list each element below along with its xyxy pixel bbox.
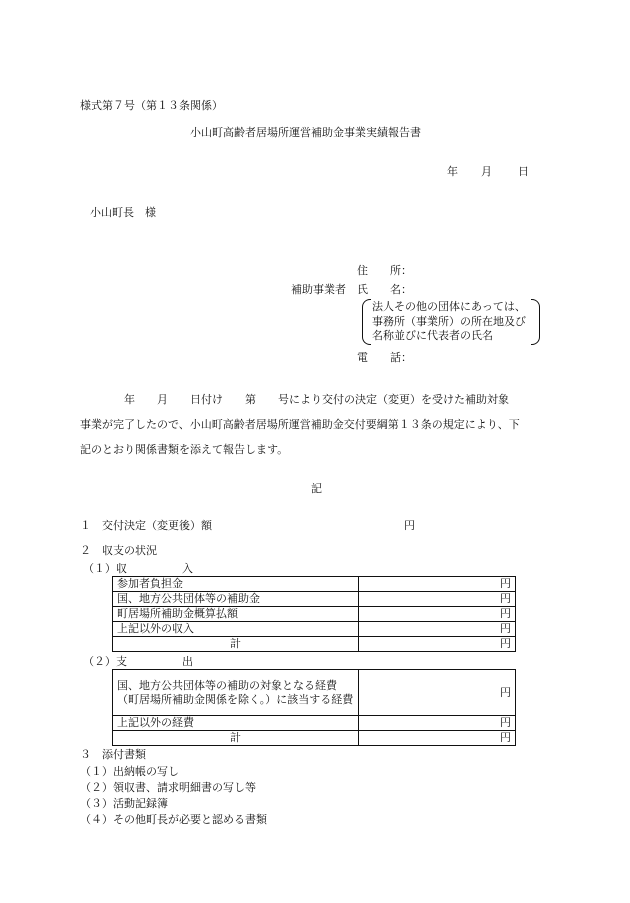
expense-item-amount: 円 — [359, 716, 516, 731]
expense-label: （２）支 出 — [83, 655, 193, 668]
name-label: 氏 名： — [357, 283, 412, 296]
expense-item-label: 上記以外の経費 — [113, 716, 359, 731]
table-row — [113, 622, 516, 637]
date-year-label: 年 — [447, 165, 458, 178]
income-item-amount: 円 — [359, 607, 516, 622]
table-row — [113, 637, 516, 652]
income-total-amount: 円 — [359, 637, 516, 652]
ki-heading: 記 — [311, 482, 322, 495]
expense-total-amount: 円 — [359, 731, 516, 746]
bracket-line: 事務所（事業所）の所在地及び — [372, 314, 526, 328]
table-row — [113, 670, 516, 716]
table-row — [113, 607, 516, 622]
expense-item-amount: 円 — [359, 670, 516, 716]
attachment-item: （１）出納帳の写し — [80, 765, 179, 778]
body-line-2: 事業が完了したので、小山町高齢者居場所運営補助金交付要綱第１３条の規定により、下 — [80, 418, 520, 431]
date-day-label: 日 — [518, 165, 529, 178]
bracket-left — [362, 299, 371, 345]
attachment-item: （２）領収書、請求明細書の写し等 — [80, 781, 256, 794]
body-line-1: 年 月 日付け 第 号により交付の決定（変更）を受けた補助対象 — [80, 393, 509, 406]
document-title: 小山町高齢者居場所運営補助金事業実績報告書 — [190, 126, 421, 139]
table-row — [113, 592, 516, 607]
bracket-line: 名称並びに代表者の氏名 — [372, 329, 493, 342]
bracket-note — [372, 300, 526, 344]
income-total-label: 計 — [113, 637, 359, 652]
addressee: 小山町長 様 — [90, 206, 156, 219]
income-item-amount: 円 — [359, 622, 516, 637]
bracket-line: 法人その他の団体にあっては、 — [372, 300, 526, 313]
address-label: 住 所： — [357, 264, 412, 277]
section-1-yen: 円 — [404, 519, 415, 532]
expense-table — [112, 669, 516, 746]
expense-total-label: 計 — [113, 731, 359, 746]
attachment-item: （４）その他町長が必要と認める書類 — [80, 813, 267, 826]
applicant-role-label: 補助事業者 — [291, 283, 346, 296]
income-item-amount: 円 — [359, 577, 516, 592]
organization-note-bracket — [362, 299, 540, 345]
section-3-label: ３ 添付書類 — [80, 748, 146, 761]
form-number: 様式第７号（第１３条関係） — [80, 99, 223, 112]
income-item-label: 町居場所補助金概算払額 — [113, 607, 359, 622]
table-row — [113, 577, 516, 592]
income-item-amount: 円 — [359, 592, 516, 607]
date-month-label: 月 — [481, 165, 492, 178]
bracket-right — [531, 299, 540, 345]
income-item-label: 上記以外の収入 — [113, 622, 359, 637]
table-row — [113, 716, 516, 731]
section-2-label: ２ 収支の状況 — [80, 544, 157, 557]
income-item-label: 国、地方公共団体等の補助金 — [113, 592, 359, 607]
attachment-item: （３）活動記録簿 — [80, 797, 168, 810]
income-table — [112, 576, 516, 652]
income-label: （１）収 入 — [83, 562, 193, 575]
body-line-3: 記のとおり関係書類を添えて報告します。 — [80, 443, 289, 456]
table-row — [113, 731, 516, 746]
expense-item-label: 国、地方公共団体等の補助の対象となる経費（町居場所補助金関係を除く。）に該当する経費 — [113, 670, 359, 716]
phone-label: 電 話： — [357, 351, 412, 364]
section-1-label: １ 交付決定（変更後）額 — [80, 519, 212, 532]
income-item-label: 参加者負担金 — [113, 577, 359, 592]
